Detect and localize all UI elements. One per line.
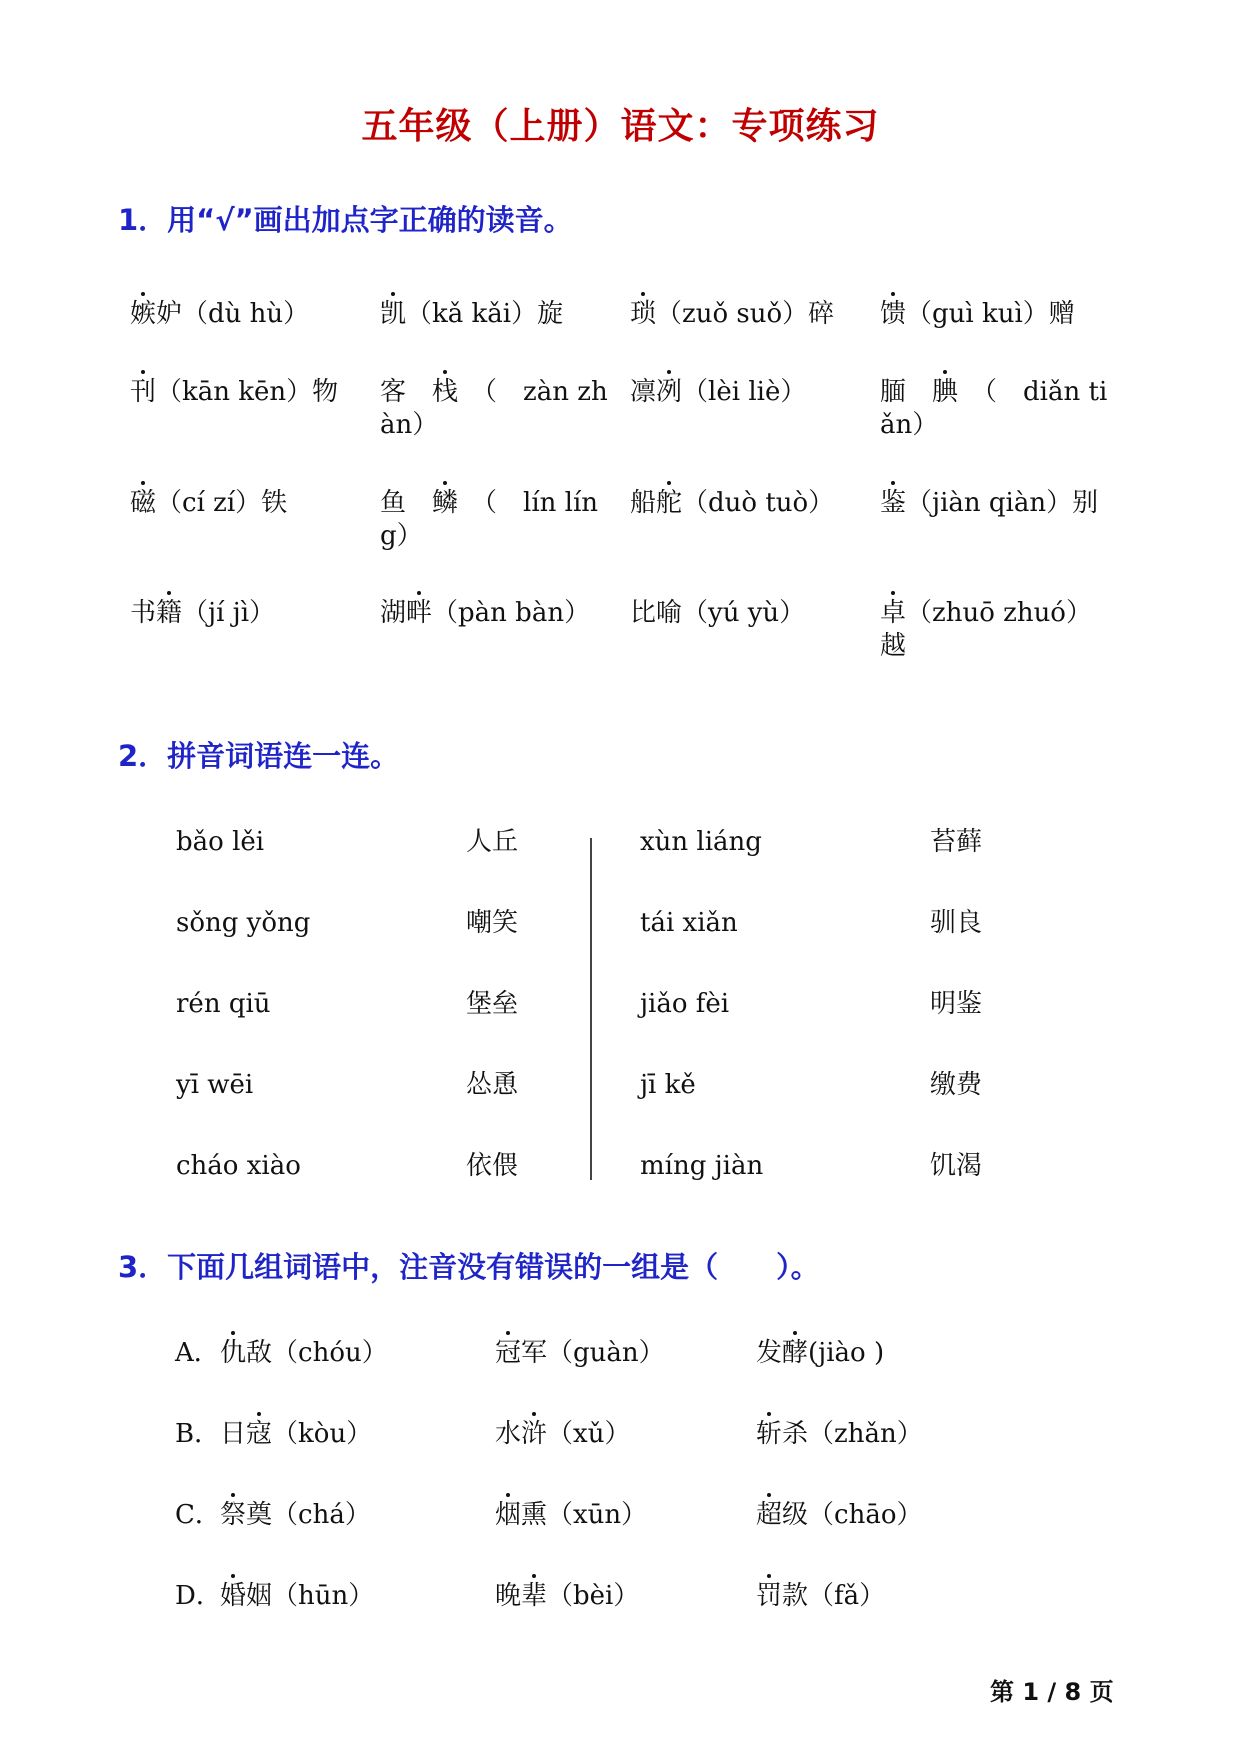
word-suffix: 姻（hūn） [246, 1581, 375, 1611]
option-word [220, 1418, 372, 1451]
option-word [220, 1337, 388, 1370]
word-suffix: （ zàn zhàn） [380, 377, 608, 440]
dotted-character: 冠 [495, 1338, 522, 1368]
word-suffix: （lèi liè） [682, 377, 807, 407]
word-prefix: 腼 [880, 377, 933, 407]
pinyin-item: míng jiàn [640, 1151, 764, 1181]
dotted-character: 磁 [130, 488, 157, 518]
dotted-character: 卓 [880, 598, 907, 628]
dotted-character: 舵 [656, 488, 683, 518]
pinyin-item: jiǎo fèi [640, 989, 730, 1019]
dotted-character: 腆 [932, 377, 959, 407]
option-label: C． [175, 1500, 221, 1530]
dotted-character: 馈 [880, 299, 907, 329]
reading-item [630, 597, 862, 630]
word-suffix: （jiàn qiàn）别 [906, 488, 1099, 518]
word-suffix: （kān kēn）物 [156, 377, 339, 407]
reading-item [380, 597, 612, 630]
word-suffix: （zhuō zhuó）越 [880, 598, 1092, 661]
word-suffix: （pàn bàn） [432, 598, 591, 628]
page-title: 五年级（上册）语文：专项练习 [361, 106, 880, 147]
reading-item [880, 376, 1112, 442]
word-suffix: 款（fǎ） [782, 1581, 886, 1611]
word-suffix: 军（guàn） [521, 1338, 665, 1368]
dotted-character: 烟 [495, 1500, 522, 1530]
word-prefix: 湖 [380, 598, 407, 628]
reading-item [630, 376, 862, 409]
option-label: D． [175, 1581, 222, 1611]
pinyin-item: xùn liáng [640, 827, 762, 857]
dotted-character: 祭 [220, 1500, 247, 1530]
option-word [495, 1580, 639, 1613]
reading-item [880, 597, 1112, 663]
dotted-character: 栈 [432, 377, 459, 407]
dotted-character: 斩 [756, 1419, 783, 1449]
reading-item [380, 376, 612, 442]
dotted-character: 刊 [130, 377, 157, 407]
word-suffix: 熏（xūn） [521, 1500, 648, 1530]
word-suffix: （ diǎn tiǎn） [880, 377, 1108, 440]
option-word [220, 1580, 374, 1613]
reading-item [130, 597, 362, 630]
question-3-heading: 3．下面几组词语中，注音没有错误的一组是（ ）。 [118, 1250, 820, 1284]
word-prefix: 凛 [630, 377, 657, 407]
word-prefix: 鱼 [380, 488, 433, 518]
word-suffix: （xǔ） [547, 1419, 631, 1449]
word-suffix: （zuǒ suǒ）碎 [656, 299, 835, 329]
word-suffix: （jí jì） [182, 598, 276, 628]
dotted-character: 鳞 [432, 488, 459, 518]
dotted-character: 籍 [156, 598, 183, 628]
word-suffix: （duò tuò） [682, 488, 835, 518]
dotted-character: 凯 [380, 299, 407, 329]
pinyin-item: cháo xiào [176, 1151, 301, 1181]
page-number: 第 1 / 8 页 [990, 1678, 1114, 1706]
word-prefix: 客 [380, 377, 433, 407]
word-prefix: 晚 [495, 1581, 522, 1611]
dotted-character: 冽 [656, 377, 683, 407]
word-suffix: 妒（dù hù） [156, 299, 310, 329]
word-prefix: 书 [130, 598, 157, 628]
dotted-character: 寇 [246, 1419, 273, 1449]
dotted-character: 仇 [220, 1338, 247, 1368]
reading-item [380, 298, 612, 331]
reading-item [880, 487, 1112, 520]
word-suffix: （kòu） [272, 1419, 373, 1449]
reading-item [130, 376, 362, 409]
reading-item [880, 298, 1112, 331]
dotted-character: 鉴 [880, 488, 907, 518]
pinyin-item: yī wēi [176, 1070, 254, 1100]
word-item: 嘲笑 [466, 908, 519, 938]
word-prefix: 水 [495, 1419, 522, 1449]
pinyin-item: bǎo lěi [176, 827, 265, 857]
word-prefix: 比喻（yú yù） [630, 598, 806, 628]
dotted-character: 超 [756, 1500, 783, 1530]
word-item: 堡垒 [466, 989, 519, 1019]
option-word [495, 1499, 647, 1532]
word-suffix: （guì kuì）赠 [906, 299, 1075, 329]
reading-item [130, 298, 362, 331]
dotted-character: 嫉 [130, 299, 157, 329]
word-suffix: （bèi） [547, 1581, 640, 1611]
dotted-character: 浒 [521, 1419, 548, 1449]
word-suffix: （ lín líng） [380, 488, 599, 551]
option-word [495, 1418, 630, 1451]
word-item: 饥渴 [930, 1151, 983, 1181]
word-suffix: （cí zí）铁 [156, 488, 288, 518]
dotted-character: 辈 [521, 1581, 548, 1611]
word-suffix: 级（chāo） [782, 1500, 923, 1530]
word-prefix: 船 [630, 488, 657, 518]
dotted-character: 罚 [756, 1581, 783, 1611]
pinyin-item: sǒng yǒng [176, 908, 311, 938]
pinyin-item: tái xiǎn [640, 908, 738, 938]
option-word [756, 1337, 884, 1370]
word-item: 明鉴 [930, 989, 983, 1019]
option-label: A． [175, 1338, 220, 1368]
word-item: 缴费 [930, 1070, 983, 1100]
option-label: B． [175, 1419, 221, 1449]
dotted-character: 琐 [630, 299, 657, 329]
dotted-character: 畔 [406, 598, 433, 628]
pinyin-item: jī kě [640, 1070, 696, 1100]
word-item: 人丘 [466, 827, 519, 857]
reading-item [130, 487, 362, 520]
dotted-character: 婚 [220, 1581, 247, 1611]
option-word [756, 1580, 885, 1613]
word-item: 苔藓 [930, 827, 983, 857]
option-word [495, 1337, 665, 1370]
column-divider [590, 838, 592, 1180]
option-word [756, 1418, 923, 1451]
option-word [756, 1499, 922, 1532]
reading-item [380, 487, 612, 553]
dotted-character: 酵 [782, 1338, 809, 1368]
word-item: 怂恿 [466, 1070, 519, 1100]
word-suffix: 杀（zhǎn） [782, 1419, 923, 1449]
question-1-heading: 1．用“√”画出加点字正确的读音。 [118, 203, 573, 237]
word-suffix: (jiào ) [808, 1338, 885, 1368]
word-suffix: 奠（chá） [246, 1500, 371, 1530]
word-item: 驯良 [930, 908, 983, 938]
reading-item [630, 487, 862, 520]
word-prefix: 发 [756, 1338, 783, 1368]
word-prefix: 日 [220, 1419, 247, 1449]
word-suffix: 敌（chóu） [246, 1338, 388, 1368]
word-suffix: （kǎ kǎi）旋 [406, 299, 564, 329]
word-item: 依偎 [466, 1151, 519, 1181]
reading-item [630, 298, 862, 331]
option-word [220, 1499, 371, 1532]
question-2-heading: 2．拼音词语连一连。 [118, 739, 400, 773]
pinyin-item: rén qiū [176, 989, 271, 1019]
